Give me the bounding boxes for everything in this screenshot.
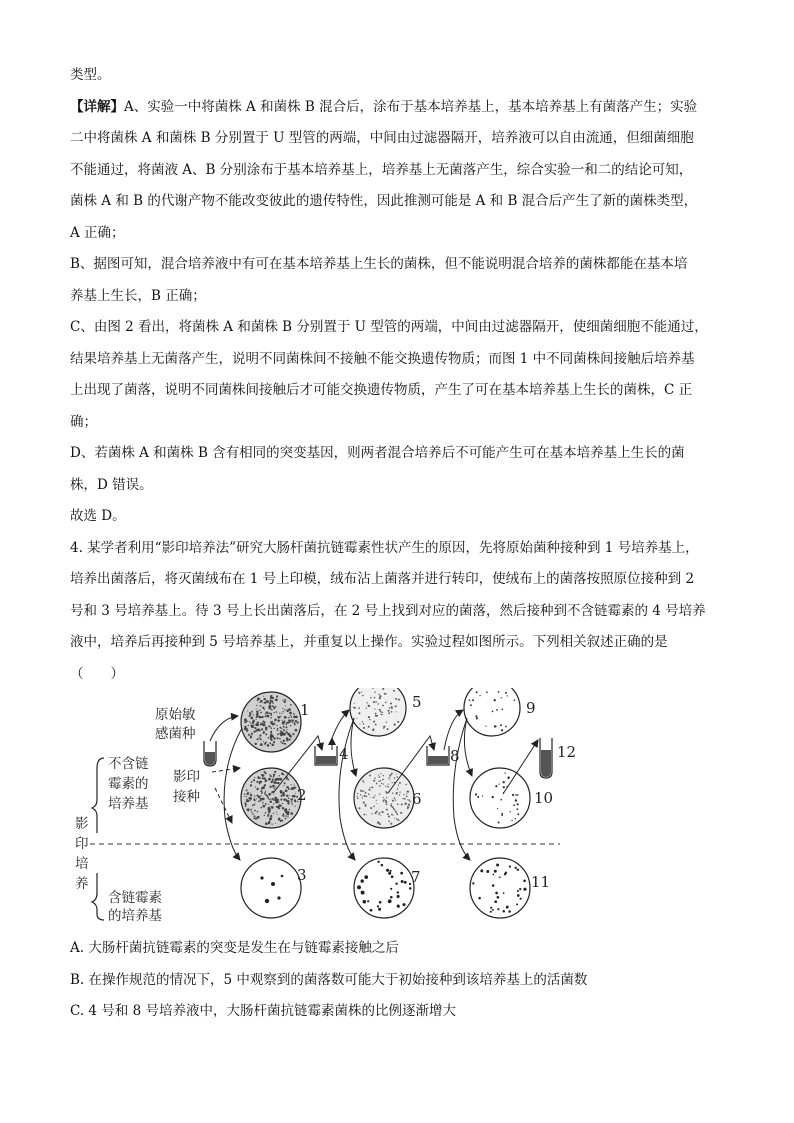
plate-1: [241, 692, 301, 752]
plate-number-11: 11: [531, 873, 551, 891]
question-4-line: 4. 某学者利用“影印培养法”研究大肠杆菌抗链霉素性状产生的原因，先将原始菌种接种到 1 号培养基上，: [70, 539, 699, 556]
plate-9: [464, 688, 520, 736]
plate-6: [354, 768, 414, 828]
arrow-1-to-3: [224, 728, 242, 860]
text-line: 养基上生长，B 正确；: [70, 287, 206, 304]
plate-number-3: 3: [297, 866, 307, 884]
plate-2: [241, 768, 301, 828]
tube-number-12: 12: [557, 743, 577, 761]
plate-7: [354, 858, 414, 918]
arrow-5-to-7: [339, 718, 355, 860]
plate-5: [350, 688, 406, 736]
option-b: B. 在操作规范的情况下，5 中观察到的菌落数可能大于初始接种到该培养基上的活菌数: [70, 971, 588, 988]
arrow-4-to-5b: [332, 710, 349, 738]
question-4-line: 液中，培养后再接种到 5 号培养基上，并重复以上操作。实验过程如图所示。下列相关叙述正确的是: [70, 634, 668, 650]
label-sm-1: 含链霉素: [108, 890, 162, 906]
plate-number-1: 1: [300, 701, 310, 719]
brace-lower: [92, 873, 104, 920]
plate-number-10: 10: [534, 789, 554, 807]
culture-tube-8: [427, 746, 449, 765]
text-line: A 正确；: [70, 224, 125, 241]
text-line: 上出现了菌落，说明不同菌株间接触后才可能交换遗传物质，产生了可在基本培养基上生长的菌株，C 正: [70, 382, 693, 398]
culture-tube-4: [315, 746, 337, 765]
text-line: C、由图 2 看出，将菌株 A 和菌株 B 分别置于 U 型管的两端，中间由过滤器隔开，使细菌细胞不能通过，: [70, 319, 708, 335]
plate-number-9: 9: [526, 699, 536, 717]
text-line: 菌株 A 和 B 的代谢产物不能改变彼此的遗传特性，因此推测可能是 A 和 B 混合后产生了新的菌株类型，: [70, 193, 698, 209]
question-4-line: 培养出菌落后，将灭菌绒布在 1 号上印模，绒布沾上菌落并进行转印，使绒布上的菌落按照原位接种到 2: [70, 571, 695, 587]
label-original-2: 感菌种: [155, 726, 196, 742]
answer-options: [70, 933, 730, 1028]
label-print-2: 接种: [173, 789, 200, 805]
text-line: D、若菌株 A 和菌株 B 含有相同的突变基因，则两者混合培养后不可能产生可在基本培养基上生长的菌: [70, 445, 685, 461]
label-nosm-2: 霉素的: [108, 776, 149, 792]
text-line: 故选 D。: [70, 508, 126, 524]
arrow-print-to-2: [212, 768, 240, 772]
text-line: 类型。: [70, 67, 111, 83]
label-sm-2: 的培养基: [108, 908, 162, 923]
solution-text: [70, 60, 730, 690]
tube-number-4: 4: [339, 745, 349, 763]
text-line: 株，D 错误。: [70, 476, 153, 493]
label-side-4: 养: [75, 876, 89, 892]
text-line: 【详解】A、实验一中将菌株 A 和菌株 B 混合后，涂布于基本培养基上，基本培养基上有菌落产生；实验: [70, 98, 698, 115]
detail-tag: 【详解】: [70, 98, 124, 115]
label-nosm-1: 不含链: [108, 756, 149, 772]
option-a: A. 大肠杆菌抗链霉素的突变是发生在与链霉素接触之后: [70, 940, 399, 956]
label-side-3: 培: [75, 856, 89, 872]
answer-blank: （ ）: [70, 665, 124, 682]
label-nosm-3: 培养基: [108, 796, 149, 812]
text-line: B、据图可知，混合培养液中有可在基本培养基上生长的菌株，但不能说明混合培养的菌株都能在基本培: [70, 256, 688, 272]
text-line: 不能通过，将菌液 A、B 分别涂布于基本培养基上，培养基上无菌落产生，综合实验一和二的结论可知，: [70, 161, 693, 178]
arrow-print-down: [215, 788, 232, 823]
plate-3: [241, 858, 301, 918]
plate-number-2: 2: [297, 786, 307, 804]
tube-number-8: 8: [450, 747, 460, 765]
option-c: C. 4 号和 8 号培养液中，大肠杆菌抗链霉素菌株的比例逐渐增大: [70, 1003, 456, 1019]
arrow-8-to-9: [444, 710, 463, 750]
label-side-1: 影: [75, 816, 89, 832]
plate-number-5: 5: [412, 693, 422, 711]
culture-tube-12: [540, 738, 552, 778]
text-line: 二中将菌株 A 和菌株 B 分别置于 U 型管的两端，中间由过滤器隔开，培养液可以自由流通，但细菌细胞: [70, 130, 694, 146]
plate-10: [470, 768, 530, 828]
plate-number-7: 7: [411, 868, 421, 886]
arrow-5-to-6: [351, 718, 356, 776]
label-side-2: 印: [75, 836, 89, 852]
text-line: 确；: [70, 413, 97, 430]
arrow-original-to-1: [210, 716, 238, 741]
label-original-1: 原始敏: [155, 707, 196, 723]
original-strain-tube: [204, 741, 216, 766]
plate-11: [470, 858, 530, 918]
plate-number-6: 6: [412, 790, 422, 808]
text-line: 结果培养基上无菌落产生，说明不同菌株间不接触不能交换遗传物质；而图 1 中不同菌株间接触后培养基: [70, 350, 695, 367]
brace-upper: [92, 758, 104, 833]
label-print-1: 影印: [173, 769, 200, 785]
replica-plating-figure: [60, 688, 590, 923]
arrow-9-to-11: [453, 718, 470, 860]
question-4-line: 号和 3 号培养基上。待 3 号上长出菌落后，在 2 号上找到对应的菌落，然后接种到不含链霉素的 4 号培养: [70, 602, 706, 619]
